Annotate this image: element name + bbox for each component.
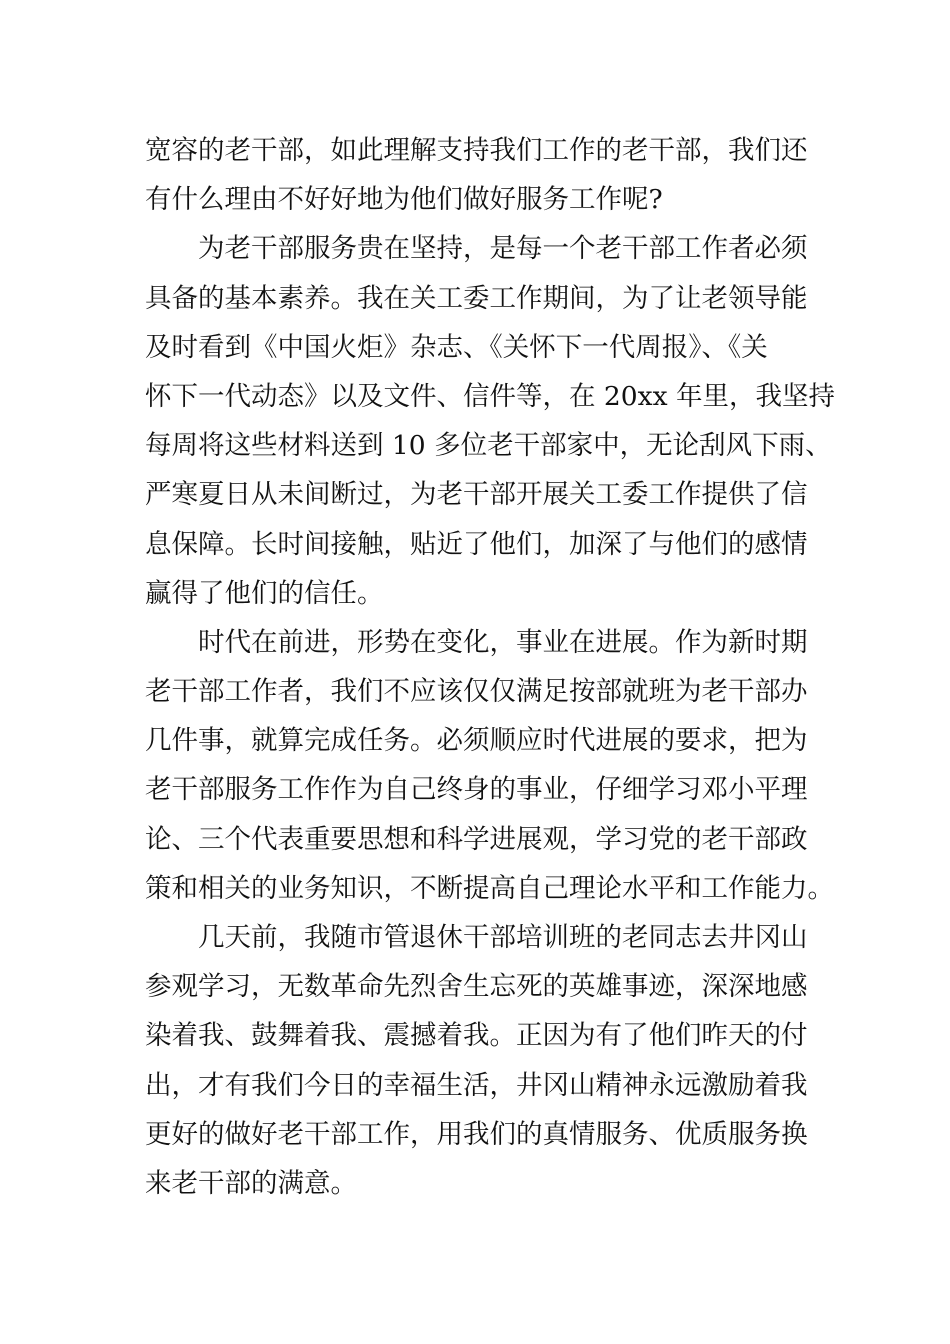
text-line: 策和相关的业务知识，不断提高自己理论水平和工作能力。 [145,872,834,904]
text-line: 几件事，就算完成任务。必须顺应时代进展的要求，把为 [145,725,808,757]
text-line: 宽容的老干部，如此理解支持我们工作的老干部，我们还 [145,135,808,166]
text-line: 严寒夏日从未间断过，为老干部开展关工委工作提供了信 [145,479,808,511]
text-line: 出，才有我们今日的幸福生活，井冈山精神永远激励着我 [145,1069,808,1101]
text-line: 赢得了他们的信任。 [145,577,384,609]
text-line: 老干部服务工作作为自己终身的事业，仔细学习邓小平理 [145,774,808,806]
text-line: 怀下一代动态》以及文件、信件等，在 20xx 年里，我坚持 [145,380,835,412]
document-body [145,126,835,1208]
text-line: 染着我、鼓舞着我、震撼着我。正因为有了他们昨天的付 [145,1020,808,1052]
text-line: 更好的做好老干部工作，用我们的真情服务、优质服务换 [145,1118,808,1150]
text-line: 老干部工作者，我们不应该仅仅满足按部就班为老干部办 [145,676,808,708]
text-line: 及时看到《中国火炬》杂志、《关怀下一代周报》、《关 [145,331,768,363]
paragraph-first-line: 几天前，我随市管退休干部培训班的老同志去井冈山 [198,922,808,953]
text-line: 有什么理由不好好地为他们做好服务工作呢? [145,184,663,216]
paragraph-first-line: 时代在前进，形势在变化，事业在进展。作为新时期 [198,626,808,658]
text-line: 具备的基本素养。我在关工委工作期间，为了让老领导能 [145,282,808,314]
text-line: 论、三个代表重要思想和科学进展观，学习党的老干部政 [145,823,808,855]
paragraph-first-line: 为老干部服务贵在坚持，是每一个老干部工作者必须 [198,233,808,265]
text-line: 每周将这些材料送到 10 多位老干部家中，无论刮风下雨、 [145,430,832,462]
text-line: 息保障。长时间接触，贴近了他们，加深了与他们的感情 [145,528,808,560]
text-line: 参观学习，无数革命先烈舍生忘死的英雄事迹，深深地感 [145,971,808,1003]
text-line: 来老干部的满意。 [145,1167,357,1199]
